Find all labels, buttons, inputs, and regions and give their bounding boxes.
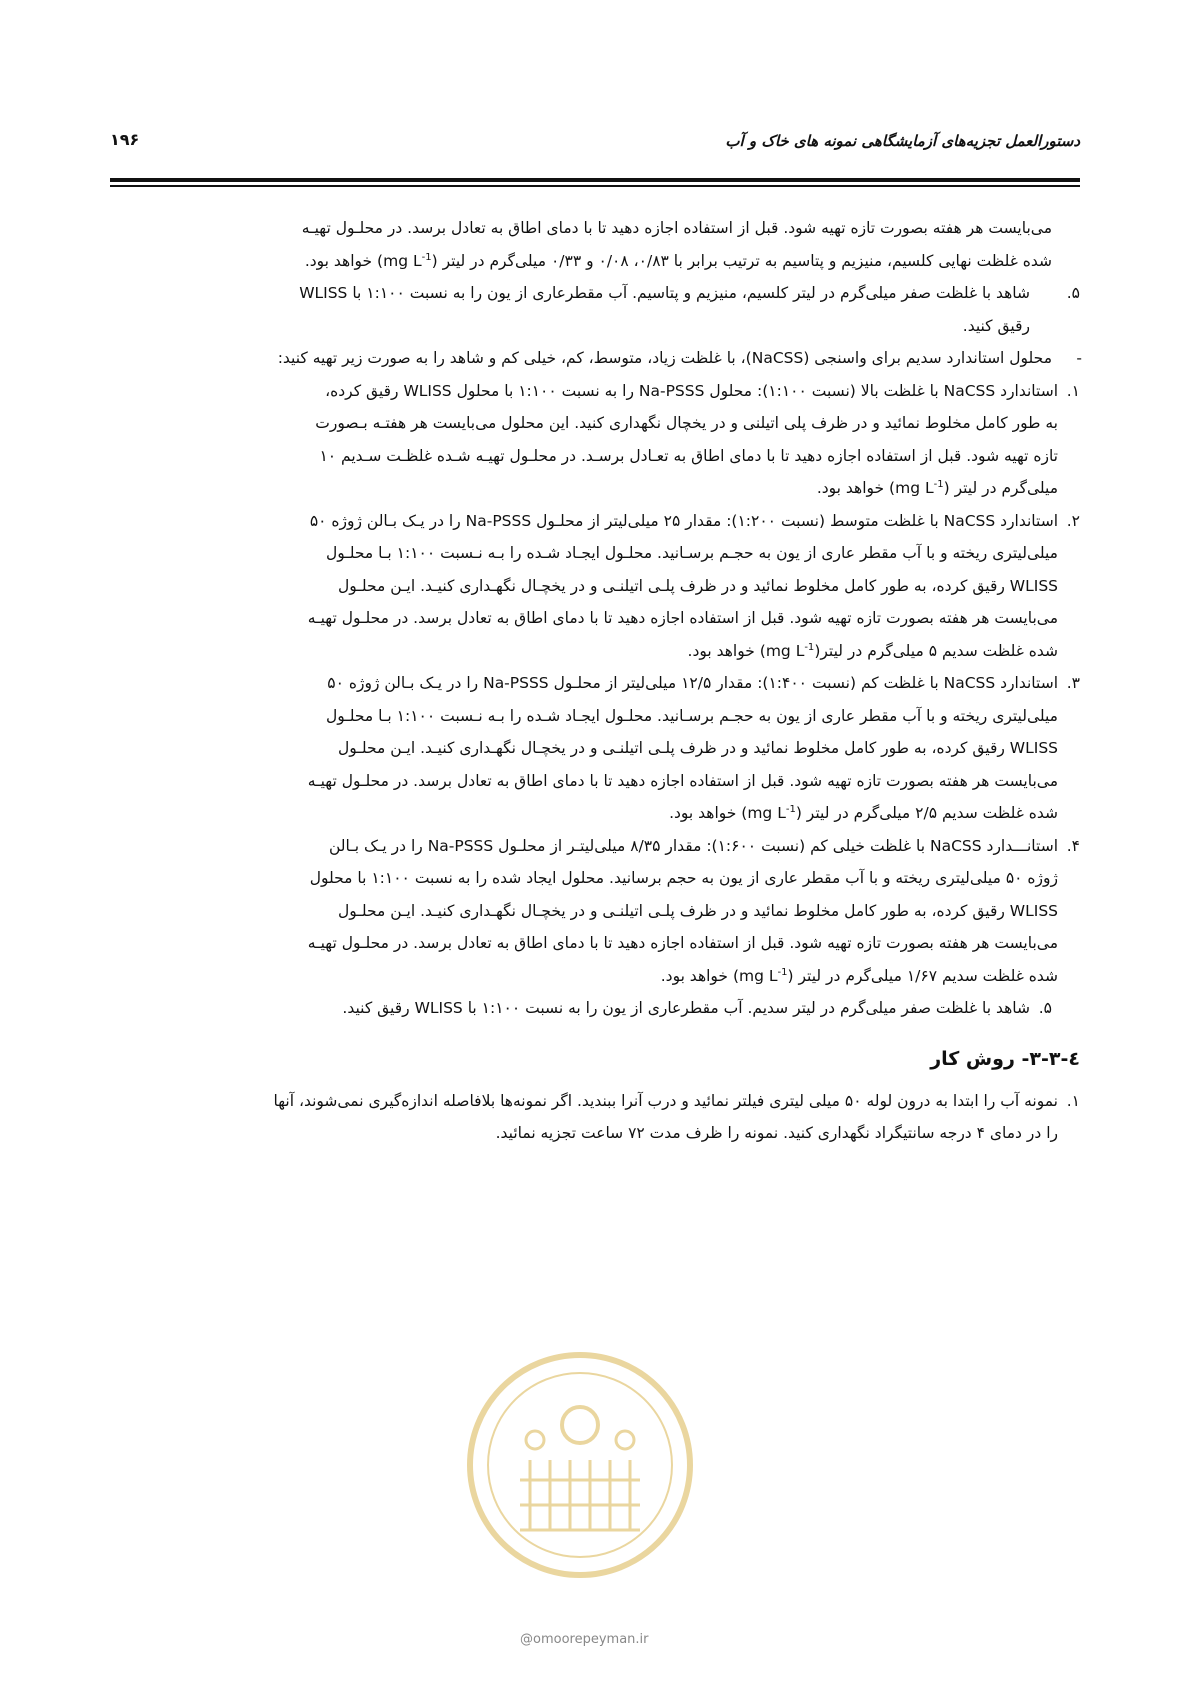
text-line: شاهد با غلظت صفر میلی‌گرم در لیتر کلسیم، منیزیم و پتاسیم. آب مقطرعاری از یون را به نسبت ۱:۱۰۰ با WLISS — [299, 284, 1030, 302]
text-line: میلی‌لیتری ریخته و با آب مقطر عاری از یون به حجـم برسـانید. محلـول ایجـاد شـده را بـه نـسبت ۱:۱۰۰ بـا محلـول — [325, 544, 1058, 562]
continued-paragraph — [110, 212, 1080, 277]
text-line: می‌بایست هر هفته بصورت تازه تهیه شود. قبل از استفاده اجازه دهید تا با دمای اطاق به تعادل برسد. در محلـول تهیـه — [301, 219, 1052, 237]
text-line: میلی‌لیتری ریخته و با آب مقطر عاری از یون به حجـم برسـانید. محلـول ایجـاد شـده را بـه نـسبت ۱:۱۰۰ بـا محلـول — [325, 706, 1058, 725]
text-line: می‌بایست هر هفته بصورت تازه تهیه شود. قبل از استفاده اجازه دهید تا با دمای اطاق به تعادل برسد. در محلـول تهیـه — [307, 934, 1058, 952]
text-line: می‌بایست هر هفته بصورت تازه تهیه شود. قبل از استفاده اجازه دهید تا با دمای اطاق به تعادل برسد. در محلـول تهیـه — [307, 771, 1058, 790]
text-line: شده غلظت سدیم ۱/۶۷ میلی‌گرم در لیتر (mg $L^{-1}$) خواهد بود. — [660, 966, 1058, 985]
text-line: شاهد با غلظت صفر میلی‌گرم در لیتر سدیم. آب مقطرعاری از یون را به نسبت ۱:۱۰۰ با WLISS رقیق کنید. — [342, 999, 1030, 1017]
list-item — [110, 667, 1080, 830]
list-item — [110, 1085, 1080, 1150]
text-line: شده غلظت سدیم ۵ میلی‌گرم در لیتر(mg $L^{-1}$) خواهد بود. — [687, 641, 1058, 660]
text-line: به طور کامل مخلوط نمائید و در ظرف پلی اتیلنی و در یخچال نگهداری کنید. این محلول می‌بایست هر هفتـه بـصورت — [315, 414, 1058, 432]
text-line: را در دمای ۴ درجه سانتیگراد نگهداری کنید. نمونه را ظرف مدت ۷۲ ساعت تجزیه نمائید. — [495, 1124, 1058, 1142]
text-line: میلی‌گرم در لیتر (mg $L^{-1}$) خواهد بود. — [816, 478, 1058, 497]
header-rule-thin — [110, 185, 1080, 187]
text-line: WLISS رقیق کرده، به طور کامل مخلوط نمائید و در ظرف پلـی اتیلنـی و در یخچـال نگهـداری کنیـد. ایـن محلـول — [338, 901, 1058, 920]
list-item — [110, 830, 1080, 993]
list-number: ۵. — [1066, 284, 1080, 302]
running-title: دستورالعمل تجزیه‌های آزمایشگاهی نمونه های خاک و آب — [725, 132, 1080, 150]
list-number: ۱. — [1066, 381, 1080, 400]
list-item — [110, 505, 1080, 668]
list-number: ۲. — [1066, 511, 1080, 530]
text-line: استاندارد NaCSS با غلظت متوسط (نسبت ۱:۲۰۰): مقدار ۲۵ میلی‌لیتر از محلـول Na-PSSS را در یـک بـالن ژوژه ۵۰ — [309, 511, 1058, 530]
page-number: ۱۹۶ — [110, 130, 140, 149]
list-number: ۳. — [1066, 674, 1080, 692]
section-heading: ٤-٣-٣- روش کار — [930, 1047, 1080, 1070]
bullet-dash: - — [1076, 349, 1082, 367]
text-line: شده غلظت نهایی کلسیم، منیزیم و پتاسیم به ترتیب برابر با ۰/۸۳، ۰/۰۸ و ۰/۳۳ میلی‌گرم در لیتر (mg $L^{-1}$) خواهد بود. — [304, 251, 1052, 270]
list-item — [110, 277, 1080, 342]
text-line: رقیق کنید. — [962, 316, 1030, 335]
list-number: ۴. — [1066, 836, 1080, 855]
list-number: ۵. — [1038, 999, 1052, 1017]
text-line: استاندارد NaCSS با غلظت کم (نسبت ۱:۴۰۰): مقدار ۱۲/۵ میلی‌لیتر از محلـول Na-PSSS را در یـک بـالن ژوژه ۵۰ — [327, 674, 1058, 692]
text-line: WLISS رقیق کرده، به طور کامل مخلوط نمائید و در ظرف پلـی اتیلنـی و در یخچـال نگهـداری کنیـد. ایـن محلـول — [338, 576, 1058, 595]
watermark-site: @omoorepeyman.ir — [520, 1632, 649, 1647]
header-rule-thick — [110, 178, 1080, 182]
text-line: می‌بایست هر هفته بصورت تازه تهیه شود. قبل از استفاده اجازه دهید تا با دمای اطاق به تعادل برسد. در محلـول تهیـه — [307, 609, 1058, 627]
text-line: تازه تهیه شود. قبل از استفاده اجازه دهید تا با دمای اطاق به تعـادل برسـد. در محلـول تهیـه شـده غلظـت سـدیم ۱۰ — [319, 446, 1058, 465]
body-text — [110, 212, 1080, 1150]
list-item — [110, 992, 1080, 1025]
text-line: نمونه آب را ابتدا به درون لوله ۵۰ میلی لیتری فیلتر نمائید و درب آنرا ببندید. اگر نمونه‌ها بلافاصله اندازه‌گیری نمی‌شوند، آنها — [273, 1091, 1058, 1110]
text-line: استاندارد NaCSS با غلظت بالا (نسبت ۱:۱۰۰): محلول Na-PSSS را به نسبت ۱:۱۰۰ با محلول WLISS رقیق کرده، — [325, 381, 1058, 400]
text-line: استانـــدارد NaCSS با غلظت خیلی کم (نسبت ۱:۶۰۰): مقدار ۸/۳۵ میلی‌لیتـر از محلـول Na-PSSS را در یـک بـالن — [328, 836, 1058, 855]
text-line: ژوژه ۵۰ میلی‌لیتری ریخته و با آب مقطر عاری از یون به حجم برسانید. محلول ایجاد شده را به نسبت ۱:۱۰۰ با محلول — [309, 869, 1058, 887]
text-line: محلول استاندارد سدیم برای واسنجی (NaCSS)، با غلظت زیاد، متوسط، کم، خیلی کم و شاهد را به صورت زیر تهیه کنید: — [277, 349, 1052, 367]
list-item — [110, 375, 1080, 505]
watermark-seal-icon — [455, 1340, 705, 1620]
bullet-item — [110, 342, 1080, 375]
page-header — [110, 124, 1080, 164]
numbered-list — [110, 375, 1080, 1025]
text-line: WLISS رقیق کرده، به طور کامل مخلوط نمائید و در ظرف پلـی اتیلنـی و در یخچـال نگهـداری کنیـد. ایـن محلـول — [338, 739, 1058, 757]
list-number: ۱. — [1066, 1091, 1080, 1110]
text-line: شده غلظت سدیم ۲/۵ میلی‌گرم در لیتر (mg $L^{-1}$) خواهد بود. — [669, 803, 1058, 822]
